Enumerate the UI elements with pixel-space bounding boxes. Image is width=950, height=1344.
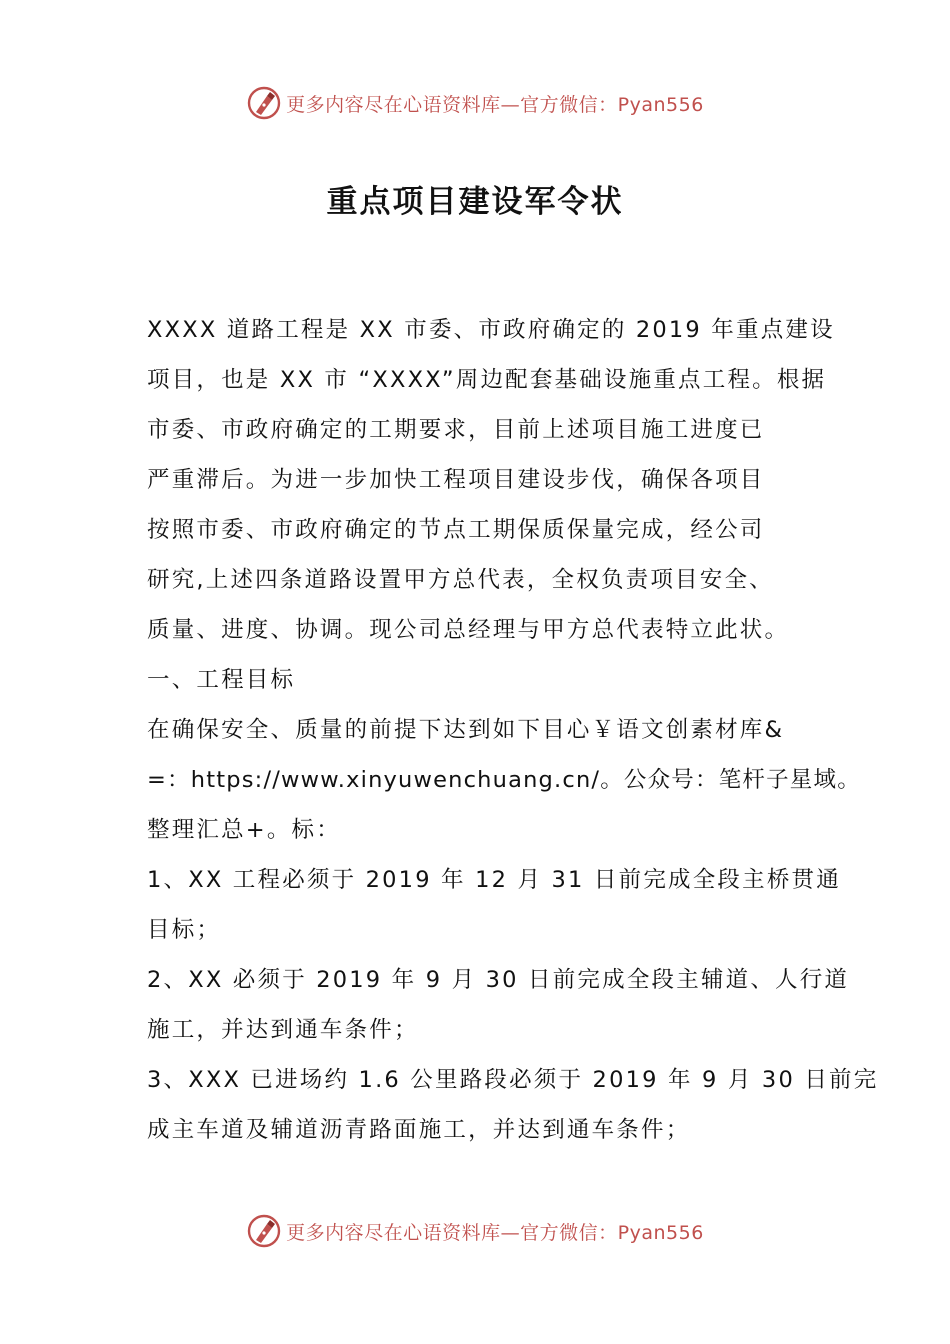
- watermark-label: 更多内容尽在心语资料库—官方微信：: [286, 1221, 618, 1244]
- watermark-handle: Pyan556: [617, 93, 704, 116]
- watermark-text: [286, 1218, 704, 1245]
- body-line: 研究,上述四条道路设置甲方总代表，全权负责项目安全、: [147, 567, 774, 593]
- body-line: 整理汇总+。标：: [147, 817, 341, 843]
- section-heading: 一、工程目标: [147, 667, 296, 693]
- list-item-1-cont: 目标；: [147, 917, 222, 943]
- watermark-handle: Pyan556: [617, 1221, 704, 1244]
- list-item-2: 2、XX 必须于 2019 年 9 月 30 日前完成全段主辅道、人行道: [147, 967, 850, 993]
- pen-nib-logo-icon: [246, 85, 282, 121]
- body-line: 项目，也是 XX 市 “XXXX”周边配套基础设施重点工程。根据: [147, 367, 827, 393]
- body-line: XXXX 道路工程是 XX 市委、市政府确定的 2019 年重点建设: [147, 317, 835, 343]
- document-body: [147, 305, 879, 1155]
- watermark-label: 更多内容尽在心语资料库—官方微信：: [286, 93, 618, 116]
- list-item-3-cont: 成主车道及辅道沥青路面施工，并达到通车条件；: [147, 1117, 691, 1143]
- body-line-url: =：https://www.xinyuwenchuang.cn/。公众号：笔杆子星域。: [147, 767, 861, 793]
- list-item-2-cont: 施工，并达到通车条件；: [147, 1017, 419, 1043]
- document-title: 重点项目建设军令状: [326, 184, 624, 220]
- pen-nib-logo-icon: [246, 1213, 282, 1249]
- list-item-3: 3、XXX 已进场约 1.6 公里路段必须于 2019 年 9 月 30 日前完: [147, 1067, 879, 1093]
- body-line: 质量、进度、协调。现公司总经理与甲方总代表特立此状。: [147, 617, 790, 643]
- body-line: 按照市委、市政府确定的节点工期保质保量完成，经公司: [147, 517, 765, 543]
- body-line: 严重滞后。为进一步加快工程项目建设步伐，确保各项目: [147, 467, 765, 493]
- list-item-1: 1、XX 工程必须于 2019 年 12 月 31 日前完成全段主桥贯通: [147, 867, 841, 893]
- body-line: 市委、市政府确定的工期要求，目前上述项目施工进度已: [147, 417, 765, 443]
- header-watermark: [0, 80, 950, 126]
- footer-watermark: [0, 1208, 950, 1254]
- body-line: 在确保安全、质量的前提下达到如下目心￥语文创素材库&: [147, 717, 785, 743]
- watermark-text: [286, 90, 704, 117]
